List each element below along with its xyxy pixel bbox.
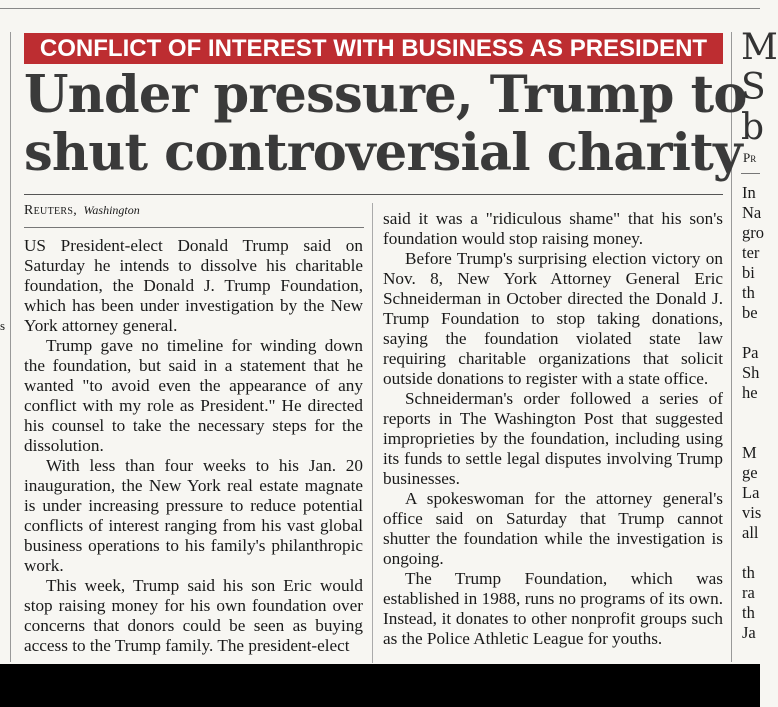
- adjacent-text-fragment: Pa: [742, 343, 759, 362]
- adjacent-text-fragment: all: [742, 523, 759, 542]
- adjacent-text-fragment: M: [742, 443, 757, 462]
- adjacent-text-fragment: ge: [742, 463, 758, 482]
- adjacent-text-fragment: Ja: [742, 623, 756, 642]
- paragraph: Trump gave no timeline for winding down the foundation, but said in a statement that he wanted "to avoid even the appearance of any conflict with my role as President." He directed his counsel to take the necessary steps for the dissolution.: [24, 336, 363, 455]
- article-column-2: [383, 209, 723, 649]
- adjacent-text-fragment: th: [742, 563, 755, 582]
- paragraph: A spokeswoman for the attorney general's office said on Saturday that Trump cannot shutter the foundation while the investigation is ongoing.: [383, 489, 723, 568]
- byline-place: Washington: [83, 203, 140, 217]
- adjacent-text-fragment: bi: [742, 263, 755, 282]
- bottom-black-bar: [0, 664, 760, 707]
- paragraph-continued: said it was a "ridiculous shame" that his son's foundation would stop raising money.: [383, 209, 723, 248]
- adjacent-text-fragment: th: [742, 603, 755, 622]
- adjacent-text-fragment: gro: [742, 223, 764, 242]
- adjacent-headline-fragment: M: [741, 27, 778, 68]
- byline-rule: [24, 227, 364, 228]
- headline-line-1: Under pressure, Trump to: [24, 65, 747, 125]
- adjacent-text-fragment: [742, 323, 764, 343]
- headline-line-2: shut controversial charity: [24, 123, 742, 183]
- column-divider: [372, 203, 373, 663]
- left-column-rule: [10, 32, 11, 662]
- adjacent-text-fragment: ra: [742, 583, 755, 602]
- adjacent-text-fragment: Sh: [742, 363, 760, 382]
- adjacent-byline-rule: [741, 173, 760, 174]
- adjacent-text-fragment: ter: [742, 243, 760, 262]
- adjacent-text-fragment: In: [742, 183, 756, 202]
- byline-agency: Reuters,: [24, 203, 78, 218]
- adjacent-headline-fragment: S: [741, 67, 766, 108]
- adjacent-text-fragment: [742, 423, 764, 443]
- adjacent-byline: Pr: [743, 150, 757, 165]
- left-edge-fragment: s: [0, 318, 6, 333]
- byline: [24, 203, 140, 219]
- paragraph: With less than four weeks to his Jan. 20 inauguration, the New York real estate magnate is under increasing pressure to reduce potential conflicts of interest ranging from his vast global business operations to his family's philanthropic work.: [24, 456, 363, 575]
- headline-rule: [24, 194, 723, 195]
- adjacent-text-fragment: [742, 543, 764, 563]
- adjacent-headline-fragment: b: [741, 107, 765, 148]
- paragraph: Before Trump's surprising election victory on Nov. 8, New York Attorney General Eric Schneiderman in October directed the Donald J. Trump Foundation to stop taking donations, saying the foundation violated state law requiring charitable organizations that solicit outside donations to register with a state office.: [383, 249, 723, 388]
- adjacent-headline: [741, 28, 778, 148]
- adjacent-text-column: [742, 183, 764, 643]
- adjacent-text-fragment: Na: [742, 203, 762, 222]
- kicker-banner: CONFLICT OF INTEREST WITH BUSINESS AS PRESIDENT: [24, 33, 723, 64]
- paragraph: Schneiderman's order followed a series of reports in The Washington Post that suggested improprieties by the foundation, including using its funds to settle legal disputes involving Trump businesses.: [383, 389, 723, 488]
- adjacent-text-fragment: he: [742, 383, 758, 402]
- article-column-1: [24, 236, 363, 656]
- adjacent-text-fragment: be: [742, 303, 758, 322]
- paragraph: The Trump Foundation, which was established in 1988, runs no programs of its own. Instead, it donates to other nonprofit groups such as the Police Athletic League for youths.: [383, 569, 723, 648]
- adjacent-text-fragment: th: [742, 283, 755, 302]
- adjacent-text-fragment: [742, 403, 764, 423]
- paragraph: US President-elect Donald Trump said on Saturday he intends to dissolve his charitable foundation, the Donald J. Trump Foundation, which has been under investigation by the New York attorney general.: [24, 236, 363, 335]
- adjacent-text-fragment: La: [742, 483, 760, 502]
- headline: [24, 65, 747, 183]
- top-rule: [0, 8, 760, 9]
- adjacent-text-fragment: vis: [742, 503, 762, 522]
- paragraph: This week, Trump said his son Eric would stop raising money for his own foundation over concerns that donors could be seen as buying access to the Trump family. The president-elect: [24, 576, 363, 655]
